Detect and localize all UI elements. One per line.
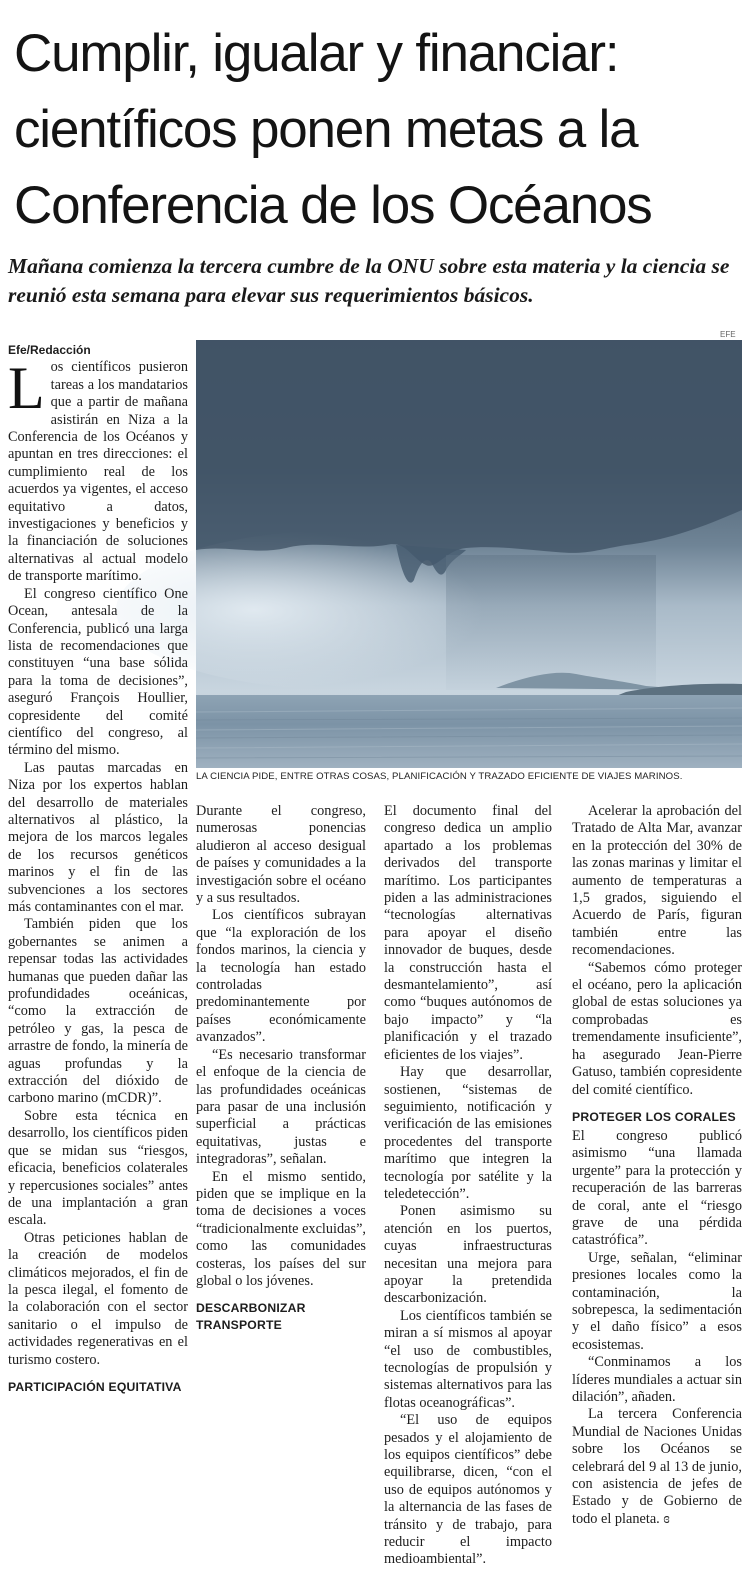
article-column-4 xyxy=(572,803,742,1528)
article-paragraph: También piden que los gobernantes se animen a repensar todas las actividades humanas que pueden dañar las profundidades oceánicas, “como la extracción de petróleo y gas, la pesca de arrastre de fondo, la minería de aguas profundas y la extracción del dióxido de carbono marino (mCDR)”. xyxy=(8,916,188,1107)
article-paragraph: Urge, señalan, “eliminar presiones locales como la contaminación, la sobrepesca, la sedimentación y el daño físico” a esos ecosistemas. xyxy=(572,1249,742,1353)
storm-over-sea-photo xyxy=(196,340,742,768)
article-paragraph: En el mismo sentido, piden que se implique en la toma de decisiones a voces “tradicionalmente excluidas”, como las comunidades costeras, los países del sur global o los jóvenes. xyxy=(196,1168,366,1289)
photo-credit: EFE xyxy=(720,330,736,339)
article-paragraph: Sobre esta técnica en desarrollo, los científicos piden que se midan sus “riesgos, eficacia, beneficios colaterales y repercusiones sociales” antes de una implantación a gran escala. xyxy=(8,1107,188,1229)
article-column-2 xyxy=(196,803,366,1336)
deck-subtitle: Mañana comienza la tercera cumbre de la ONU sobre esta materia y la ciencia se reunió esta semana para elevar sus requerimientos básicos. xyxy=(8,254,730,307)
end-mark-icon: ɞ xyxy=(663,1510,670,1527)
article-paragraph: Las pautas marcadas en Niza por los expertos hablan del desarrollo de materiales alternativos al plástico, la mejora de los marcos legales de los recursos genéticos marinos y el fin de las subvenciones a los sectores más contaminantes con el mar. xyxy=(8,759,188,915)
photo-caption: LA CIENCIA PIDE, ENTRE OTRAS COSAS, PLANIFICACIÓN Y TRAZADO EFICIENTE DE VIAJES MARINOS. xyxy=(196,771,683,782)
article-paragraph: Otras peticiones hablan de la creación de modelos climáticos mejorados, el fin de la pesca ilegal, el fomento de la colaboración con el sector sanitario o el impulso de actividades regenerativas en el turismo costero. xyxy=(8,1229,188,1368)
section-heading: PARTICIPACIÓN EQUITATIVA xyxy=(8,1379,182,1394)
section-heading: DESCARBONIZAR TRANSPORTE xyxy=(196,1301,306,1333)
article-paragraph: “Conminamos a los líderes mundiales a actuar sin dilación”, añaden. xyxy=(572,1354,742,1405)
headline-line-3: Conferencia de los Océanos xyxy=(14,176,652,235)
article-column-3 xyxy=(384,803,552,1569)
article-paragraph: “Es necesario transformar el enfoque de la ciencia de las profundidades oceánicas para pasar de una inclusión superficial a prácticas equitativas, justas e integradoras”, señalan. xyxy=(196,1046,366,1168)
article-paragraph: El documento final del congreso dedica un amplio apartado a los problemas derivados del transporte marítimo. Los participantes piden a las administraciones “tecnologías alternativas para apoyar el diseño innovador de buques, desde la construcción hasta el desmantelamiento”, así como “buques autónomos de bajo impacto” y “la planificación y el trazado eficientes de los viajes”. xyxy=(384,803,552,1063)
article-paragraph: Los científicos subrayan que “la exploración de los fondos marinos, la ciencia y la tecnología han estado controladas predominantemente por países económicamente avanzados”. xyxy=(196,907,366,1046)
headline-line-1: Cumplir, igualar y financiar: xyxy=(14,24,619,83)
byline: Efe/Redacción xyxy=(8,343,91,357)
article-paragraph: Hay que desarrollar, sostienen, “sistemas de seguimiento, notificación y verificación de las emisiones procedentes del transporte marítimo que integren la tecnología por satélite y la teledetección”. xyxy=(384,1064,552,1202)
drop-cap: L xyxy=(8,355,45,422)
article-paragraph: Ponen asimismo su atención en los puertos, cuyas infraestructuras necesitan una mejora para apoyar la pretendida descarbonización. xyxy=(384,1203,552,1307)
article-paragraph: El congreso científico One Ocean, antesala de la Conferencia, publicó una larga lista de recomendaciones que constituyen “una base sólida para la toma de decisiones”, aseguró François Houllier, copresidente del comité científico del congreso, al término del mismo. xyxy=(8,585,188,759)
section-heading: PROTEGER LOS CORALES xyxy=(572,1109,736,1124)
article-paragraph: “El uso de equipos pesados y el alojamiento de los equipos científicos” debe equilibrarse, dicen, “con el uso de equipos autónomos y la alternancia de las fases de tránsito y de trabajo, para reducir el impacto medioambiental”. xyxy=(384,1412,552,1568)
article-paragraph: Los científicos también se miran a sí mismos al apoyar “el uso de combustibles, tecnologías de propulsión y sistemas alternativos para las flotas oceanográficas”. xyxy=(384,1307,552,1411)
article-paragraph: Acelerar la aprobación del Tratado de Alta Mar, avanzar en la protección del 30% de las zonas marinas y limitar el aumento de temperaturas a 1,5 grados, siguiendo el Acuerdo de París, figuran también entre las recomendaciones. xyxy=(572,803,742,959)
headline-line-2: científicos ponen metas a la xyxy=(14,100,638,159)
headline xyxy=(14,16,739,244)
article-paragraph: El congreso publicó asimismo “una llamada urgente” para la protección y recuperación de las barreras de coral, ante el “riesgo grave de una pérdida catastrófica”. xyxy=(572,1127,742,1249)
article-paragraph: Los científicos pusieron tareas a los mandatarios que a partir de mañana asistirán en Niza a la Conferencia de los Océanos y apuntan en tres direcciones: el cumplimiento real de los acuerdos ya vigentes, el acceso equitativo a datos, investigaciones y beneficios y la financiación de soluciones alternativas al actual modelo de transporte marítimo. xyxy=(8,355,188,585)
article-paragraph: La tercera Conferencia Mundial de Naciones Unidas sobre los Océanos se celebrará del 9 al 13 de junio, con asistencia de jefes de Estado y de Gobierno de todo el planeta. ɞ xyxy=(572,1406,742,1527)
article-column-1 xyxy=(8,342,188,1398)
article-paragraph: Durante el congreso, numerosas ponencias aludieron al acceso desigual de países y comunidades a la investigación sobre el océano y a sus resultados. xyxy=(196,803,366,907)
article-paragraph: “Sabemos cómo proteger el océano, pero la aplicación global de estas soluciones ya comprobadas es tremendamente insuficiente”, ha asegurado Jean-Pierre Gatuso, también copresidente del comité científico. xyxy=(572,959,742,1098)
